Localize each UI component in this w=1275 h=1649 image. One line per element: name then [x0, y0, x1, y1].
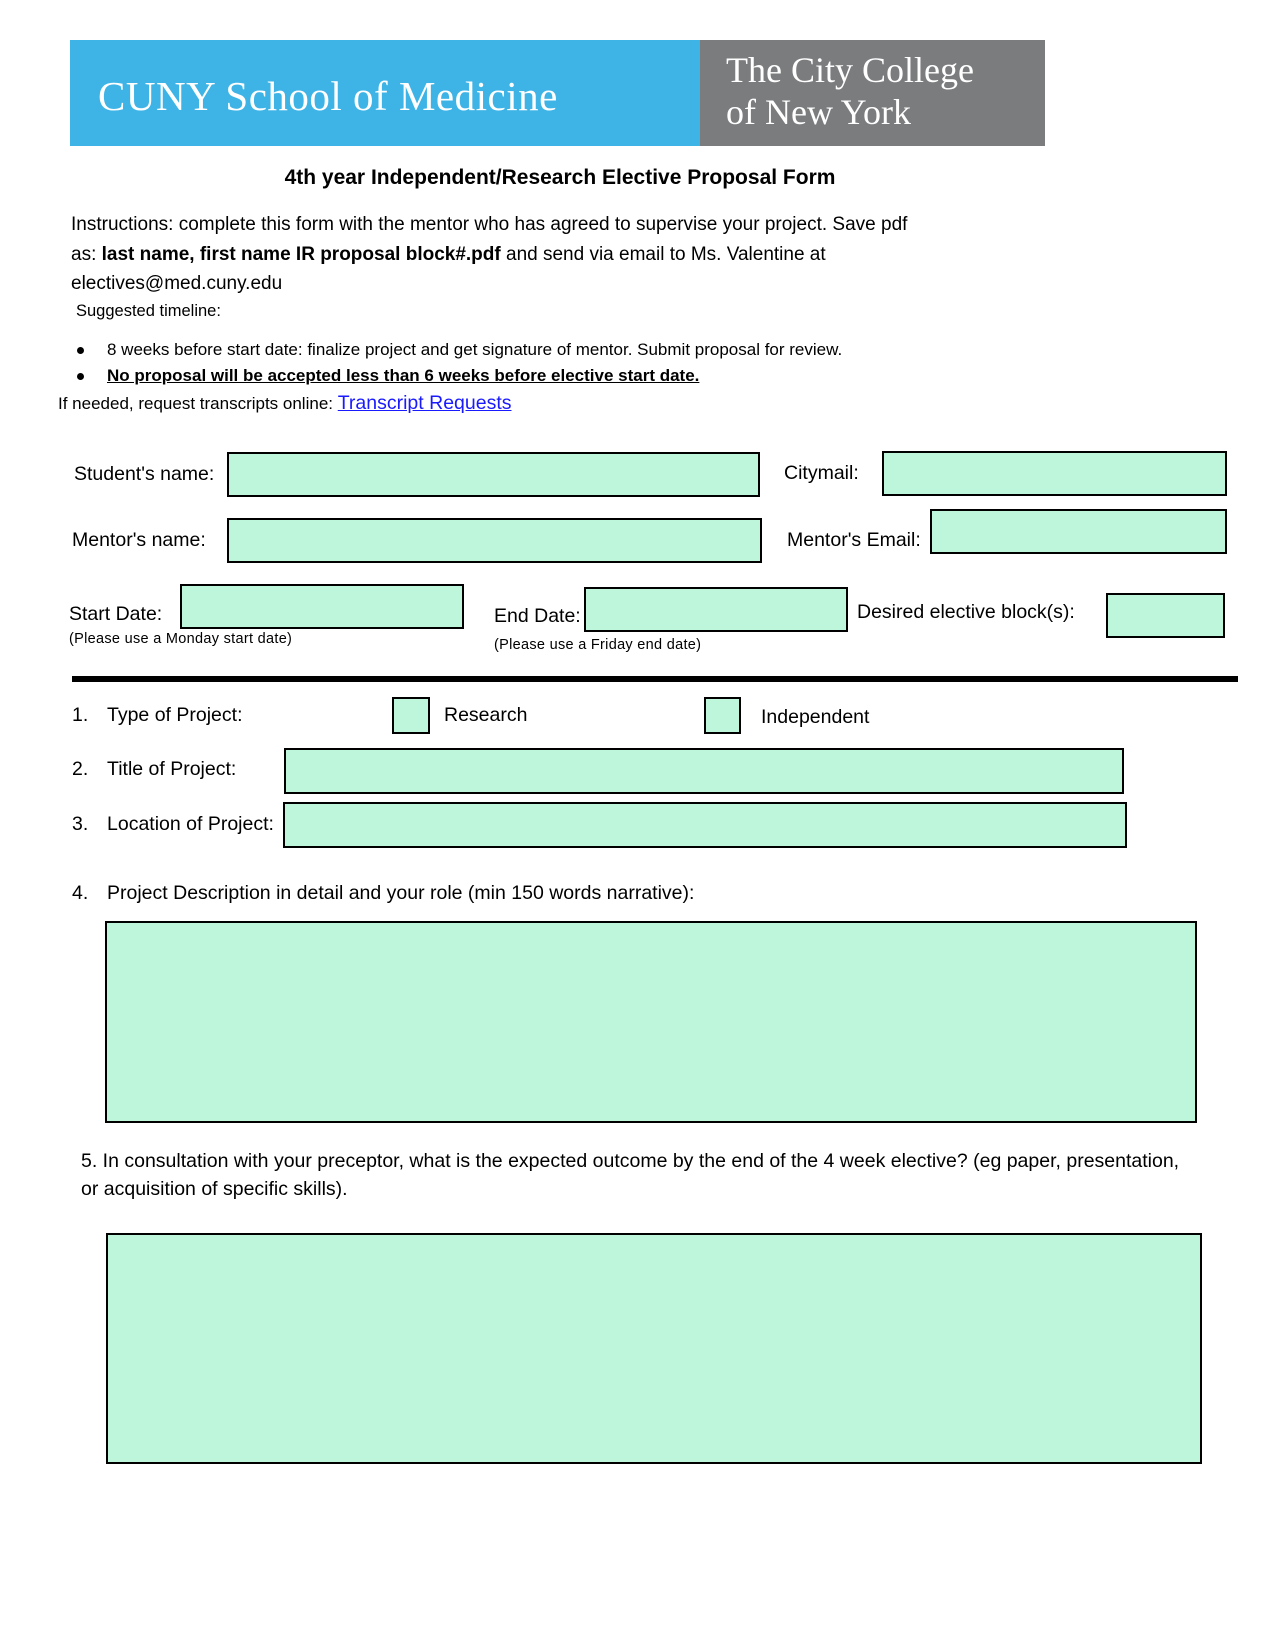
instructions — [71, 210, 931, 299]
start-date-hint: (Please use a Monday start date) — [69, 631, 293, 647]
form-title: 4th year Independent/Research Elective Proposal Form — [284, 166, 836, 189]
end-date-hint: (Please use a Friday end date) — [494, 637, 702, 653]
timeline-bullet-2 — [107, 366, 699, 386]
college-banner — [700, 40, 1045, 146]
school-banner — [70, 40, 700, 146]
transcript-prefix: If needed, request transcripts online: — [58, 394, 338, 413]
q3-label: Location of Project: — [107, 813, 274, 835]
elective-block-label: Desired elective block(s): — [857, 601, 1075, 623]
citymail-label: Citymail: — [784, 462, 859, 484]
timeline-heading: Suggested timeline: — [76, 302, 221, 320]
start-date-label: Start Date: — [69, 603, 163, 625]
expected-outcome-field[interactable] — [106, 1233, 1202, 1464]
q5-label: 5. In consultation with your preceptor, what is the expected outcome by the end of the 4 week elective? (eg paper, presentation, or acquisition of specific skills). — [81, 1150, 1180, 1200]
project-title-field[interactable] — [284, 748, 1124, 794]
bullet-dot-icon — [77, 347, 84, 354]
independent-option-label: Independent — [761, 706, 870, 728]
bullet-2-text: No proposal will be accepted less than 6 weeks before elective start date. — [107, 366, 700, 385]
mentor-name-label: Mentor's name: — [72, 529, 206, 551]
mentor-name-field[interactable] — [227, 518, 762, 563]
timeline-bullet-1 — [107, 340, 842, 360]
transcript-line — [58, 392, 512, 415]
college-name-line1: The City College — [726, 50, 974, 90]
q1-label: Type of Project: — [107, 704, 243, 726]
project-location-field[interactable] — [283, 802, 1127, 848]
research-option-label: Research — [444, 704, 528, 726]
end-date-field[interactable] — [584, 587, 848, 632]
q2-label: Title of Project: — [107, 758, 237, 780]
mentor-email-field[interactable] — [930, 509, 1227, 554]
school-name: CUNY School of Medicine — [98, 73, 558, 119]
instructions-text-2: and send via email to Ms. Valentine at electives@med.cuny.edu — [71, 243, 826, 294]
end-date-label: End Date: — [494, 605, 581, 627]
q2-number: 2. — [72, 758, 89, 780]
research-checkbox[interactable] — [392, 697, 430, 734]
college-name-line2: of New York — [726, 92, 912, 132]
citymail-field[interactable] — [882, 451, 1227, 496]
independent-checkbox[interactable] — [704, 697, 741, 734]
start-date-field[interactable] — [180, 584, 464, 629]
section-divider — [72, 676, 1238, 682]
pdf-filename: last name, first name IR proposal block#.pdf — [101, 243, 501, 265]
mentor-email-label: Mentor's Email: — [787, 529, 921, 551]
bullet-1-text: 8 weeks before start date: finalize project and get signature of mentor. Submit proposal for review. — [107, 340, 843, 359]
bullet-dot-icon — [77, 373, 84, 380]
transcript-requests-link[interactable]: Transcript Requests — [337, 392, 512, 414]
q4-label: Project Description in detail and your role (min 150 words narrative): — [107, 882, 695, 904]
elective-block-field[interactable] — [1106, 593, 1225, 638]
student-name-label: Student's name: — [74, 463, 215, 485]
student-name-field[interactable] — [227, 452, 760, 497]
project-description-field[interactable] — [105, 921, 1197, 1123]
instructions-text-1: Instructions: complete this form with the mentor who has agreed to supervise your project. Save pdf as: — [71, 214, 908, 265]
q1-number: 1. — [72, 704, 89, 726]
q4-number: 4. — [72, 882, 89, 904]
q3-number: 3. — [72, 813, 89, 835]
